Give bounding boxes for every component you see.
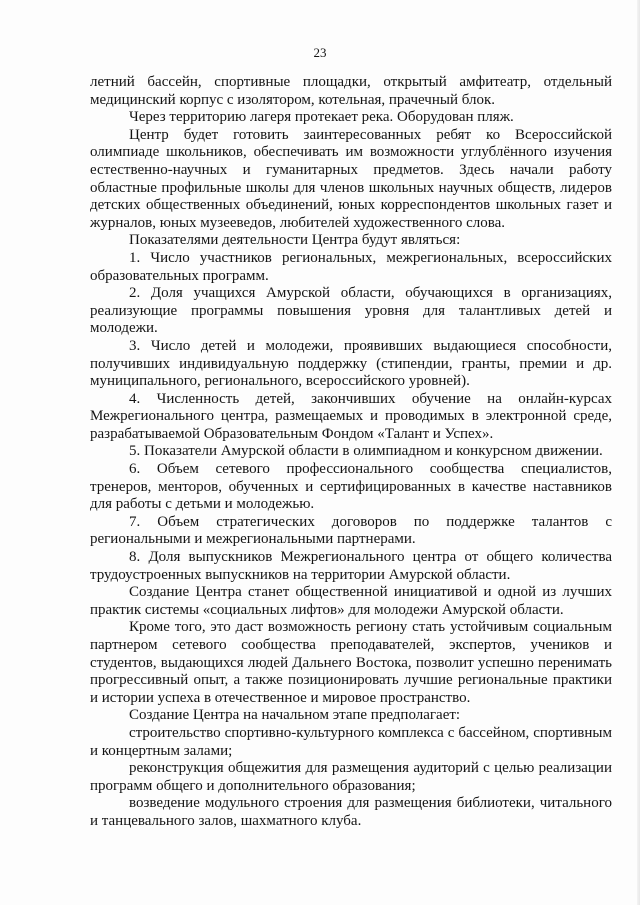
paragraph-social-lifts: Создание Центра станет общественной инициативой и одной из лучших практик системы «социальных лифтов» для молодежи Амурской области. [90,584,612,618]
stage-item-modular-building: возведение модульного строения для размещения библиотеки, читального и танцевального залов, шахматного клуба. [90,795,612,829]
indicator-item-1: 1. Число участников региональных, межрегиональных, всероссийских образовательных программ. [90,249,612,284]
document-body [90,74,612,831]
indicator-item-8: 8. Доля выпускников Межрегионального центра от общего количества трудоустроенных выпускников на территории Амурской области. [90,549,612,583]
paragraph-facilities-continued: летний бассейн, спортивные площадки, открытый амфитеатр, отдельный медицинский корпус с изолятором, котельная, прачечный блок. [90,74,612,108]
paragraph-olympiad: Центр будет готовить заинтересованных ребят ко Всероссийской олимпиаде школьников, обеспечивать им возможности углублённого изучения естественно-научных и гуманитарных предметов. Здесь начали работу областные профильные школы для членов школьных научных обществ, лидеров детских общественных объединений, юных корреспондентов школьных газет и журналов, юных музееведов, любителей художественного слова. [90,126,612,231]
paragraph-river: Через территорию лагеря протекает река. Оборудован пляж. [129,109,514,126]
indicator-item-4: 4. Численность детей, закончивших обучение на онлайн-курсах Межрегионального центра, размещаемых и проводимых в электронной среде, разрабатываемой Образовательным Фондом «Талант и Успех». [90,390,612,442]
indicator-item-2: 2. Доля учащихся Амурской области, обучающихся в организациях, реализующие программы повышения уровня для талантливых детей и молодежи. [90,285,612,337]
indicator-item-6: 6. Объем сетевого профессионального сообщества специалистов, тренеров, менторов, обученных и сертифицированных в качестве наставников для работы с детьми и молодежью. [90,461,612,513]
indicator-item-3: 3. Число детей и молодежи, проявивших выдающиеся способности, получивших индивидуальную поддержку (стипендии, гранты, премии и др. муниципального, регионального, всероссийского уровней). [90,337,612,390]
stage-item-sports-complex: строительство спортивно-культурного комплекса с бассейном, спортивным и концертным залами; [90,724,612,759]
indicator-item-7: 7. Объем стратегических договоров по поддержке талантов с региональными и межрегиональными партнерами. [90,513,612,548]
paragraph-indicators-intro: Показателями деятельности Центра будут являться: [129,232,461,249]
stage-item-dormitory: реконструкция общежития для размещения аудиторий с целью реализации программ общего и дополнительного образования; [90,760,612,794]
paragraph-initial-stage: Создание Центра на начальном этапе предполагает: [129,707,461,724]
paragraph-partnership: Кроме того, это даст возможность региону стать устойчивым социальным партнером сетевого сообщества преподавателей, экспертов, учеников и студентов, выдающихся людей Дальнего Востока, позволит успешно перенимать прогрессивный опыт, а также позиционировать лучшие региональные практики и истории успеха в отечественное и мировое пространство. [90,619,612,706]
indicator-item-5: 5. Показатели Амурской области в олимпиадном и конкурсном движении. [129,443,603,460]
page-number: 23 [313,45,327,60]
